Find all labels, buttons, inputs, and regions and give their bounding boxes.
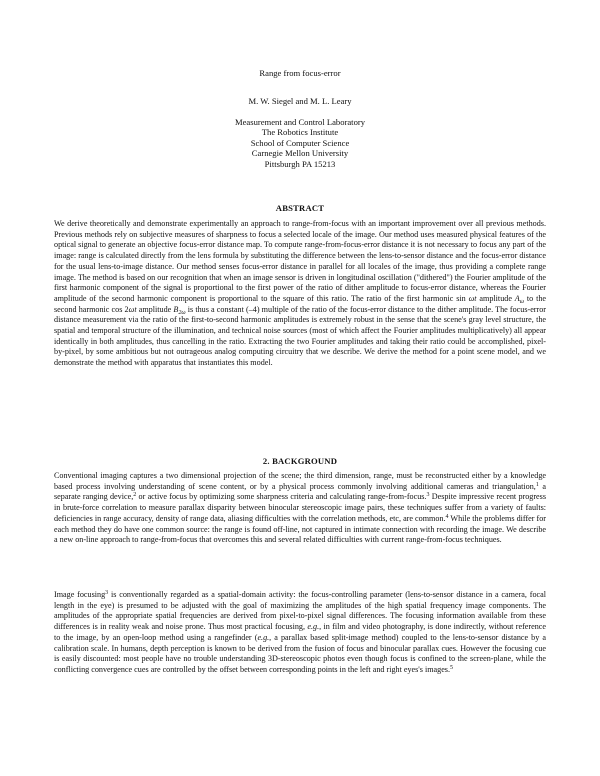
affiliation-line: Measurement and Control Laboratory [234,117,366,127]
citation-ref: 1 [535,481,539,488]
abstract-paragraph: We derive theoretically and demonstrate experimentally an approach to range-from-focus with an important improvement over all previous methods. Previous methods rely on subjective measures of sharpness to focus a selected locale of the image. Our method uses measured physical features of the optical signal to generate an objective focus-error distance map. To compute range-from-focus-error distance it is not necessary to focus any part of the image: range is calculated directly from the lens formula by substituting the difference between the lens-to-sensor distance and the focus-error distance for the usual lens-to-image distance. Our method senses focus-error distance in parallel for all locales of the image, thus providing a complete range image. The method is based on our recognition that when an image sensor is driven in longitudinal oscillation ("dithered") the Fourier amplitude of the first harmonic component of the signal is proportional to the first power of the ratio of dither amplitude to focus-error distance, whereas the Fourier amplitude of the second harmonic component is proportional to the square of this ratio. The ratio of the first harmonic sin ωt amplitude $A_\omega$ to the second harmonic cos 2ωt amplitude $B_{2\omega}$ is thus a constant (–4) multiple of the ratio of the focus-error distance to the dither amplitude. The focus-error distance measurement via the ratio of the first-to-second harmonic amplitudes is extremely robust in the sense that the scene's gray level structure, the spatial and temporal structure of the illumination, and technical noise sources (most of which affect the Fourier amplitudes multiplicatively) all appear identically in both amplitudes, thus cancelling in the ratio. Extracting the two Fourier amplitudes and taking their ratio could be accomplished, pixel-by-pixel, by some ambitious but not outrageous analog computing circuitry that we describe. We derive the method for a point scene model, and we demonstrate the method with apparatus that instantiates this model. [54,219,546,368]
affiliation-block [0,117,600,169]
background-heading: 2. BACKGROUND [262,456,338,466]
abstract-heading: ABSTRACT [275,203,325,213]
affiliation-line: The Robotics Institute [261,127,339,138]
background-paragraph-2: Image focusing$^3$ is conventionally regarded as a spatial-domain activity: the focus-controlling parameter (lens-to-sensor distance in a camera, focal length in the eye) is presumed to be adjusted with the goal of maximizing the amplitudes of the high spatial frequency image components. The amplitudes of the appropriate spatial frequencies are derived from pixel-to-pixel signal differences. The focusing information available from these differences is in reality weak and noise prone. Thus most practical focusing, e.g., in film and video photography, is done indirectly, without reference to the image, by an open-loop method using a rangefinder (e.g., a parallax based split-image method) coupled to the lens-to-sensor distance by a calibration scale. In humans, depth perception is known to be derived from the fusion of focus and binocular parallax cues. However the focusing cue is easily discounted: most people have no trouble understanding 3D-stereoscopic photos even though focus is confined to the screen-plane, while the conflicting convergence cues are controlled by the offset between corresponding points in the left and right eyes's images.$^5$ [54,590,546,674]
background-paragraph-1: Conventional imaging captures a two dimensional projection of the scene; the third dimension, range, must be reconstructed either by a knowledge based process involving understanding of scene content, or by a physical process commonly involving additional cameras and triangulation,$^1$ a separate ranging device,$^2$ or active focus by optimizing some sharpness criteria and calculating range-from-focus.$^3$ Despite impressive recent progress in brute-force correlation to measure parallax disparity between binocular stereoscopic image pairs, these techniques suffer from a variety of faults: deficiencies in range accuracy, density of range data, aliasing difficulties with the correlation methods, etc, are common.$^4$ While the problems differ for each method they do have one common source: the range is found off-line, not captured in intimate connection with recording the image. We describe a new on-line approach to range-from-focus that overcomes this and several related difficulties with current range-from-focus techniques. [54,471,546,545]
citation-ref: 2 [133,492,137,499]
citation-ref: 5 [450,664,454,671]
citation-ref: 3 [426,492,430,499]
paper-title: Range from focus-error [259,68,341,78]
affiliation-line: Carnegie Mellon University [251,148,349,159]
citation-ref: 3 [105,590,109,596]
paper-authors: M. W. Siegel and M. L. Leary [248,96,352,106]
affiliation-line: School of Computer Science [250,137,350,148]
citation-ref: 4 [445,513,449,520]
affiliation-line: Pittsburgh PA 15213 [264,158,336,169]
